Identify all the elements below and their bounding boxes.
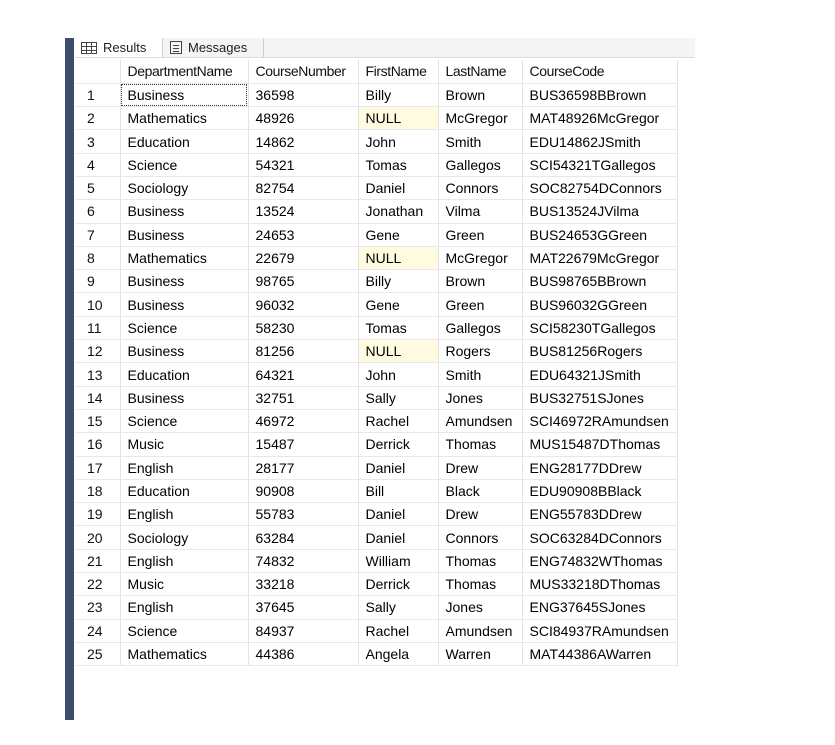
cell-lastname[interactable]: Jones [438, 596, 522, 619]
cell-coursenumber[interactable]: 22679 [248, 246, 358, 269]
cell-lastname[interactable]: Drew [438, 503, 522, 526]
table-row[interactable] [75, 526, 677, 549]
cell-lastname[interactable]: Thomas [438, 573, 522, 596]
cell-firstname[interactable]: William [358, 549, 438, 572]
cell-coursenumber[interactable]: 74832 [248, 549, 358, 572]
column-header-departmentname[interactable]: DepartmentName [120, 60, 248, 83]
cell-coursenumber[interactable]: 14862 [248, 130, 358, 153]
cell-firstname[interactable]: Sally [358, 386, 438, 409]
cell-departmentname[interactable]: Music [120, 573, 248, 596]
row-number[interactable]: 23 [75, 596, 120, 619]
cell-coursenumber[interactable]: 36598 [248, 83, 358, 106]
cell-coursenumber[interactable]: 81256 [248, 340, 358, 363]
cell-coursecode[interactable]: SCI58230TGallegos [522, 316, 677, 339]
cell-coursenumber[interactable]: 15487 [248, 433, 358, 456]
cell-coursecode[interactable]: SCI84937RAmundsen [522, 619, 677, 642]
cell-coursecode[interactable]: ENG55783DDrew [522, 503, 677, 526]
table-row[interactable] [75, 573, 677, 596]
cell-firstname[interactable]: NULL [358, 246, 438, 269]
row-number[interactable]: 16 [75, 433, 120, 456]
table-row[interactable] [75, 596, 677, 619]
cell-departmentname[interactable]: Mathematics [120, 107, 248, 130]
row-number[interactable]: 15 [75, 409, 120, 432]
cell-coursecode[interactable]: EDU90908BBlack [522, 479, 677, 502]
cell-lastname[interactable]: McGregor [438, 107, 522, 130]
cell-lastname[interactable]: Gallegos [438, 316, 522, 339]
cell-departmentname[interactable]: Science [120, 153, 248, 176]
cell-lastname[interactable]: Smith [438, 130, 522, 153]
cell-departmentname[interactable]: Sociology [120, 526, 248, 549]
cell-lastname[interactable]: Black [438, 479, 522, 502]
cell-firstname[interactable]: Derrick [358, 433, 438, 456]
table-row[interactable] [75, 176, 677, 199]
cell-lastname[interactable]: Brown [438, 83, 522, 106]
table-row[interactable] [75, 270, 677, 293]
table-row[interactable] [75, 363, 677, 386]
cell-firstname[interactable]: NULL [358, 107, 438, 130]
results-table [75, 60, 678, 666]
cell-lastname[interactable]: Thomas [438, 549, 522, 572]
cell-lastname[interactable]: Amundsen [438, 619, 522, 642]
cell-departmentname[interactable]: Business [120, 340, 248, 363]
cell-lastname[interactable]: McGregor [438, 246, 522, 269]
cell-departmentname[interactable]: Education [120, 130, 248, 153]
cell-lastname[interactable]: Drew [438, 456, 522, 479]
cell-coursenumber[interactable]: 13524 [248, 200, 358, 223]
cell-departmentname[interactable]: Science [120, 409, 248, 432]
cell-departmentname[interactable]: Business [120, 386, 248, 409]
table-row[interactable] [75, 83, 677, 106]
cell-departmentname[interactable]: English [120, 456, 248, 479]
cell-lastname[interactable]: Vilma [438, 200, 522, 223]
table-row[interactable] [75, 503, 677, 526]
row-number[interactable]: 13 [75, 363, 120, 386]
cell-firstname[interactable]: Tomas [358, 316, 438, 339]
cell-lastname[interactable]: Connors [438, 526, 522, 549]
cell-firstname[interactable]: Daniel [358, 456, 438, 479]
cell-firstname[interactable]: Tomas [358, 153, 438, 176]
cell-coursenumber[interactable]: 28177 [248, 456, 358, 479]
cell-firstname[interactable]: Rachel [358, 619, 438, 642]
row-number[interactable]: 21 [75, 549, 120, 572]
cell-firstname[interactable]: Daniel [358, 526, 438, 549]
row-number[interactable]: 11 [75, 316, 120, 339]
cell-lastname[interactable]: Gallegos [438, 153, 522, 176]
row-number[interactable]: 4 [75, 153, 120, 176]
messages-icon [170, 41, 182, 54]
cell-lastname[interactable]: Green [438, 293, 522, 316]
table-row[interactable] [75, 316, 677, 339]
cell-departmentname[interactable]: Education [120, 363, 248, 386]
table-row[interactable] [75, 130, 677, 153]
cell-departmentname[interactable]: English [120, 503, 248, 526]
cell-lastname[interactable]: Thomas [438, 433, 522, 456]
cell-departmentname[interactable]: Science [120, 619, 248, 642]
cell-firstname[interactable]: Bill [358, 479, 438, 502]
row-number[interactable]: 18 [75, 479, 120, 502]
cell-departmentname[interactable]: English [120, 596, 248, 619]
cell-lastname[interactable]: Smith [438, 363, 522, 386]
cell-departmentname[interactable]: English [120, 549, 248, 572]
grid-body [75, 83, 677, 665]
column-header-firstname[interactable]: FirstName [358, 60, 438, 83]
column-header-coursenumber[interactable]: CourseNumber [248, 60, 358, 83]
cell-departmentname[interactable]: Mathematics [120, 246, 248, 269]
row-number[interactable]: 3 [75, 130, 120, 153]
cell-coursecode[interactable]: MAT48926McGregor [522, 107, 677, 130]
table-row[interactable] [75, 223, 677, 246]
cell-coursenumber[interactable]: 64321 [248, 363, 358, 386]
table-row[interactable] [75, 642, 677, 665]
corner-header[interactable] [75, 60, 120, 83]
cell-firstname[interactable]: John [358, 130, 438, 153]
grid-icon [81, 42, 97, 54]
cell-coursenumber[interactable]: 63284 [248, 526, 358, 549]
cell-firstname[interactable]: Billy [358, 83, 438, 106]
table-row[interactable] [75, 549, 677, 572]
cell-firstname[interactable]: Gene [358, 293, 438, 316]
cell-coursecode[interactable]: MAT44386AWarren [522, 642, 677, 665]
cell-firstname[interactable]: Daniel [358, 176, 438, 199]
cell-coursenumber[interactable]: 46972 [248, 409, 358, 432]
cell-coursenumber[interactable]: 44386 [248, 642, 358, 665]
row-number[interactable]: 9 [75, 270, 120, 293]
cell-coursecode[interactable]: SOC63284DConnors [522, 526, 677, 549]
cell-departmentname[interactable]: Science [120, 316, 248, 339]
column-header-coursecode[interactable]: CourseCode [522, 60, 677, 83]
table-row[interactable] [75, 409, 677, 432]
cell-firstname[interactable]: Gene [358, 223, 438, 246]
header-row [75, 60, 677, 83]
cell-firstname[interactable]: NULL [358, 340, 438, 363]
cell-coursecode[interactable]: BUS13524JVilma [522, 200, 677, 223]
cell-departmentname[interactable]: Music [120, 433, 248, 456]
cell-lastname[interactable]: Green [438, 223, 522, 246]
table-row[interactable] [75, 386, 677, 409]
cell-coursenumber[interactable]: 37645 [248, 596, 358, 619]
results-grid[interactable] [75, 60, 678, 666]
cell-coursecode[interactable]: BUS96032GGreen [522, 293, 677, 316]
cell-coursecode[interactable]: BUS36598BBrown [522, 83, 677, 106]
row-number[interactable]: 7 [75, 223, 120, 246]
row-number[interactable]: 12 [75, 340, 120, 363]
cell-lastname[interactable]: Connors [438, 176, 522, 199]
cell-coursecode[interactable]: EDU64321JSmith [522, 363, 677, 386]
cell-firstname[interactable]: Sally [358, 596, 438, 619]
table-row[interactable] [75, 479, 677, 502]
cell-coursenumber[interactable]: 54321 [248, 153, 358, 176]
table-row[interactable] [75, 246, 677, 269]
cell-firstname[interactable]: Angela [358, 642, 438, 665]
row-number[interactable]: 20 [75, 526, 120, 549]
cell-departmentname[interactable]: Education [120, 479, 248, 502]
table-row[interactable] [75, 200, 677, 223]
row-number[interactable]: 19 [75, 503, 120, 526]
cell-coursecode[interactable]: SOC82754DConnors [522, 176, 677, 199]
row-number[interactable]: 17 [75, 456, 120, 479]
cell-departmentname[interactable]: Business [120, 293, 248, 316]
row-number[interactable]: 8 [75, 246, 120, 269]
editor-left-border [65, 38, 74, 720]
cell-coursenumber[interactable]: 33218 [248, 573, 358, 596]
row-number[interactable]: 1 [75, 83, 120, 106]
table-row[interactable] [75, 619, 677, 642]
cell-coursenumber[interactable]: 24653 [248, 223, 358, 246]
cell-coursenumber[interactable]: 82754 [248, 176, 358, 199]
cell-firstname[interactable]: Derrick [358, 573, 438, 596]
cell-departmentname[interactable]: Business [120, 270, 248, 293]
cell-coursecode[interactable]: BUS98765BBrown [522, 270, 677, 293]
cell-lastname[interactable]: Jones [438, 386, 522, 409]
table-row[interactable] [75, 107, 677, 130]
cell-coursecode[interactable]: ENG74832WThomas [522, 549, 677, 572]
cell-coursecode[interactable]: SCI54321TGallegos [522, 153, 677, 176]
cell-lastname[interactable]: Amundsen [438, 409, 522, 432]
cell-lastname[interactable]: Brown [438, 270, 522, 293]
tab-results[interactable] [75, 38, 163, 57]
cell-coursecode[interactable]: SCI46972RAmundsen [522, 409, 677, 432]
cell-firstname[interactable]: Daniel [358, 503, 438, 526]
row-number[interactable]: 14 [75, 386, 120, 409]
cell-coursenumber[interactable]: 84937 [248, 619, 358, 642]
tab-messages-label: Messages [188, 40, 248, 55]
cell-departmentname[interactable]: Business [120, 200, 248, 223]
column-header-lastname[interactable]: LastName [438, 60, 522, 83]
row-number[interactable]: 22 [75, 573, 120, 596]
cell-coursenumber[interactable]: 32751 [248, 386, 358, 409]
cell-coursenumber[interactable]: 90908 [248, 479, 358, 502]
cell-coursenumber[interactable]: 58230 [248, 316, 358, 339]
cell-departmentname[interactable]: Sociology [120, 176, 248, 199]
row-number[interactable]: 24 [75, 619, 120, 642]
cell-firstname[interactable]: Jonathan [358, 200, 438, 223]
tab-results-label: Results [103, 40, 147, 55]
table-row[interactable] [75, 153, 677, 176]
table-row[interactable] [75, 340, 677, 363]
cell-firstname[interactable]: Billy [358, 270, 438, 293]
cell-lastname[interactable]: Rogers [438, 340, 522, 363]
cell-firstname[interactable]: John [358, 363, 438, 386]
cell-departmentname[interactable]: Business [120, 223, 248, 246]
cell-coursecode[interactable]: BUS32751SJones [522, 386, 677, 409]
cell-coursenumber[interactable]: 48926 [248, 107, 358, 130]
table-row[interactable] [75, 456, 677, 479]
tab-messages[interactable] [164, 38, 264, 57]
cell-coursenumber[interactable]: 96032 [248, 293, 358, 316]
cell-firstname[interactable]: Rachel [358, 409, 438, 432]
table-row[interactable] [75, 433, 677, 456]
cell-departmentname[interactable]: Mathematics [120, 642, 248, 665]
row-number[interactable]: 6 [75, 200, 120, 223]
cell-coursecode[interactable]: BUS24653GGreen [522, 223, 677, 246]
cell-coursecode[interactable]: EDU14862JSmith [522, 130, 677, 153]
cell-departmentname[interactable]: Business [120, 83, 248, 106]
cell-coursecode[interactable]: ENG28177DDrew [522, 456, 677, 479]
cell-coursenumber[interactable]: 98765 [248, 270, 358, 293]
cell-coursecode[interactable]: BUS81256Rogers [522, 340, 677, 363]
row-number[interactable]: 25 [75, 642, 120, 665]
cell-coursecode[interactable]: ENG37645SJones [522, 596, 677, 619]
cell-coursecode[interactable]: MAT22679McGregor [522, 246, 677, 269]
row-number[interactable]: 2 [75, 107, 120, 130]
results-tabstrip [75, 38, 695, 58]
cell-coursenumber[interactable]: 55783 [248, 503, 358, 526]
cell-lastname[interactable]: Warren [438, 642, 522, 665]
row-number[interactable]: 10 [75, 293, 120, 316]
row-number[interactable]: 5 [75, 176, 120, 199]
table-row[interactable] [75, 293, 677, 316]
cell-coursecode[interactable]: MUS15487DThomas [522, 433, 677, 456]
cell-coursecode[interactable]: MUS33218DThomas [522, 573, 677, 596]
